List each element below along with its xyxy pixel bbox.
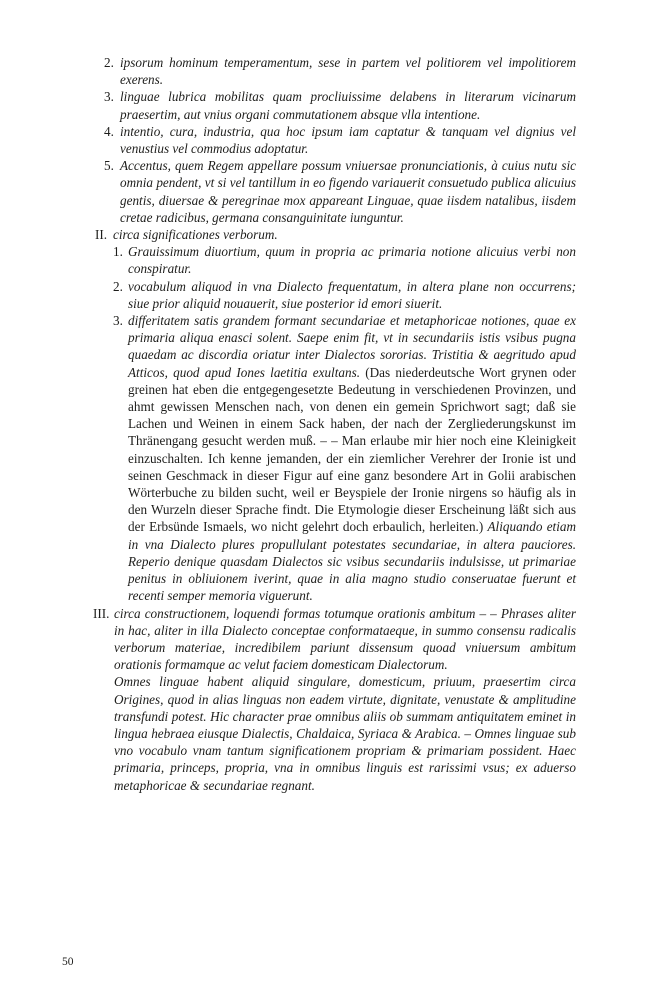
item-number: 1. <box>113 244 123 260</box>
text-segment: (Das niederdeutsche Wort grynen oder greinen hat eben die entgegengesetzte Bedeutung in verschiedenen Provinzen, und ahmt gewissen Menschen nach, von denen ein gemein Sprichwort sagt; daß sie Lachen und Weinen in einem Sack haben, der nach der Zergliederungskunst im Thränengang gesucht werden muß. – – Man erlaube mir hier noch eine Kleinigkeit einzuschalten. Ich kenne jemanden, der ein ziemlicher Verehrer der Ironie ist und seinen Geschmack in dieser Figur auf eine ganz besondere Art in Golii arabischen Wörterbuche zu bilden sucht, weil er Beyspiele der Ironie nirgens so häufig als in den Wurzeln dieser Sprache findt. Die Etymologie dieser Erscheinung läßt sich aus der Erbsünde Ismaels, wo nicht gelehrt doch erbaulich, herleiten.) <box>128 364 576 535</box>
section-3 <box>95 605 576 794</box>
list-item <box>113 278 576 312</box>
list-item <box>104 157 576 226</box>
item-number: 4. <box>104 123 114 139</box>
item-text <box>128 279 576 311</box>
item-text <box>128 244 576 276</box>
text-segment: vocabulum aliquod in vna Dialecto frequentatum, in altera plane non occurrens; siue prior aliquid nouauerit, siue posterior id emori siuerit. <box>128 278 576 311</box>
text-segment: differitatem satis grandem formant secundariae et metaphoricae notiones, quae ex primaria aliqua enasci solent. Saepe enim fit, vt in secundariis istis vsibus pugna quaedam ac discordia oriatur inter Dialectos sororias. Tristitia & aegritudo apud Atticos, quod apud Iones laetitia exultans. <box>128 313 576 380</box>
numbered-list-inner <box>113 243 576 604</box>
text-segment: Aliquando etiam in vna Dialecto plures propullulant potestates secundariae, in altera pauciores. Reperio denique quasdam Dialectos sic vsibus secundariis indulsisse, ut primariae penitus in obliuionem iverint, quae in alia magno studio conseruatae fuerunt et recenti semper memoria viguerunt. <box>128 519 577 604</box>
page-number: 50 <box>62 956 74 968</box>
section-heading-text: circa significationes verborum. <box>113 227 278 243</box>
text-block <box>95 54 576 794</box>
item-number: 2. <box>104 55 114 70</box>
paragraph: Omnes linguae habent aliquid singulare, domesticum, priuum, praesertim circa Origines, quod in alias linguas non eadem virtute, dignitate, venustate & amplitudine transfundi potest. Hic character prae omnibus aliis ob summam antiquitatem eminet in lingua hebraea eiusque Dialectis, Chaldaica, Syriaca & Arabica. – Omnes linguae sub vno vocabulo vnam tantum significationem propriam & primariam possident. Haec primaria, princeps, propria, vna in omnibus linguis est rarissimi vsus; ex aduerso metaphoricae & secundariae regnant. <box>114 674 576 793</box>
item-text: linguae lubrica mobilitas quam procliuissime delabens in literarum vicinarum praesertim, aut vnius organi commutationem absque vlla intentione. <box>120 89 576 122</box>
item-number: 3. <box>104 89 114 105</box>
paragraph: circa constructionem, loquendi formas totumque orationis ambitum – – Phrases aliter in hac, aliter in illa Dialecto conceptae conformataeque, in summo consensu radicalis verborum materiae, incredibilem pariunt dissensum quoad vniuersum ambitum orationis formamque ac velut faciem domesticam Dialectorum. <box>114 605 576 673</box>
section-label: III. <box>93 605 110 621</box>
item-text <box>128 313 576 603</box>
item-text: Accentus, quem Regem appellare possum vniuersae pronunciationis, à cuius nutu sic omnia pendent, vt si vel tantillum in eo figendo variauerit consuetudo publica alicuius gentis, diuersae & peregrinae mox appareant Linguae, quae iisdem natalibus, iisdem cretae radicibus, germana consanguinitate iunguntur. <box>120 158 576 225</box>
list-item <box>113 312 576 604</box>
item-number: 3. <box>113 313 123 329</box>
section-label: II. <box>95 227 108 243</box>
list-item <box>113 243 576 277</box>
list-item <box>104 54 576 88</box>
item-text: intentio, cura, industria, qua hoc ipsum iam captatur & tanquam vel dignius vel venustius vel commodius adoptatur. <box>120 123 576 157</box>
list-item <box>104 88 576 122</box>
list-item <box>104 123 576 157</box>
text-segment: Grauissimum diuortium, quum in propria ac primaria notione alicuius verbi non conspiratur. <box>128 244 576 277</box>
numbered-list-outer <box>104 54 576 226</box>
section-heading <box>95 226 576 243</box>
item-text: ipsorum hominum temperamentum, sese in partem vel politiorem vel impolitiorem exerens. <box>120 55 576 88</box>
item-number: 5. <box>104 158 114 174</box>
item-number: 2. <box>113 278 123 294</box>
